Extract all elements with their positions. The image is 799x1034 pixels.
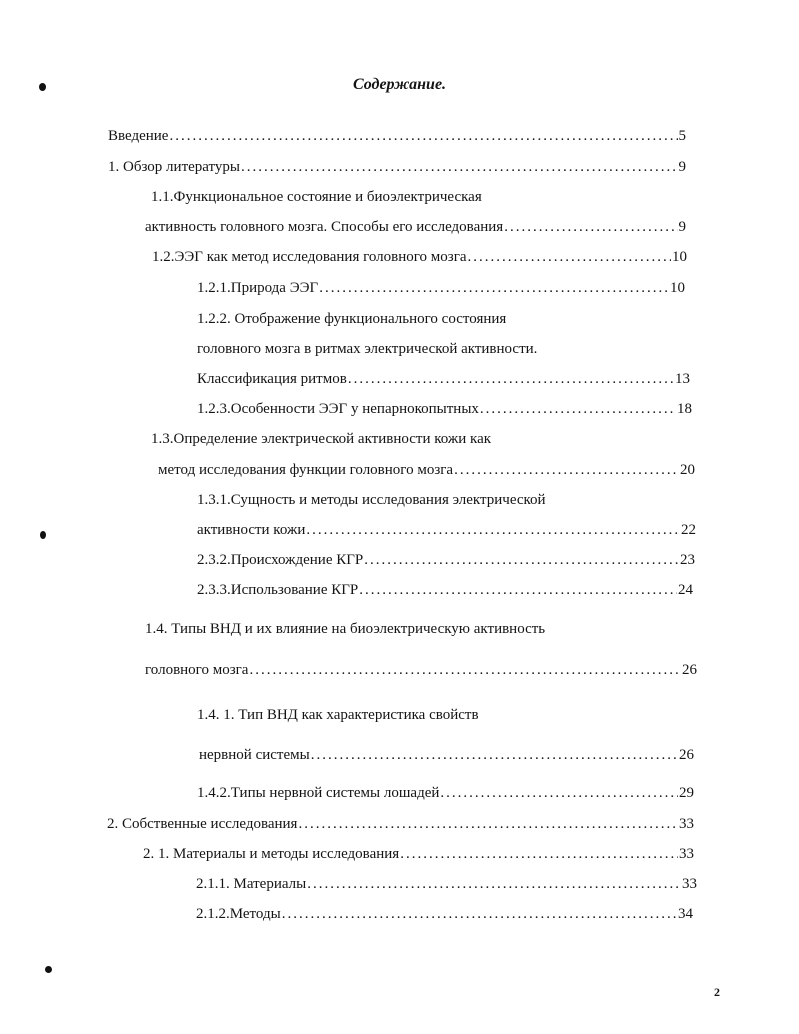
binding-hole-mark-middle <box>40 531 46 539</box>
toc-entry-2-3-3 <box>197 581 693 599</box>
toc-entry-label: 2.1.2.Методы <box>196 906 281 922</box>
dot-leader <box>249 661 681 679</box>
dot-leader <box>169 127 677 145</box>
toc-page-number: 33 <box>682 876 697 892</box>
toc-page-number: 29 <box>679 785 694 801</box>
dot-leader <box>364 551 679 569</box>
toc-entry-1-2-1 <box>197 279 685 297</box>
toc-page-number: 20 <box>680 462 695 478</box>
dot-leader <box>480 400 676 418</box>
toc-entry-label: 2. 1. Материалы и методы исследования <box>143 846 400 862</box>
toc-page-number: 23 <box>680 552 695 568</box>
toc-entry-label: 2. Собственные исследования <box>107 816 298 832</box>
dot-leader <box>241 158 678 176</box>
toc-page-number: 18 <box>677 401 692 417</box>
dot-leader <box>504 218 677 236</box>
dot-leader <box>400 845 678 863</box>
toc-page-number: 13 <box>675 371 690 387</box>
toc-page-number: 10 <box>672 249 687 265</box>
toc-page-number: 33 <box>679 846 694 862</box>
toc-entry-label: 2.3.2.Происхождение КГР <box>197 552 364 568</box>
toc-page-number: 34 <box>678 906 693 922</box>
toc-entry-chapter-2 <box>107 815 694 833</box>
dot-leader <box>454 461 679 479</box>
toc-entry-label: 1.2.3.Особенности ЭЭГ у непарнокопытных <box>197 401 479 417</box>
dot-leader <box>311 746 678 764</box>
toc-entry-label: активность головного мозга. Способы его исследования <box>145 219 504 235</box>
dot-leader <box>468 248 671 266</box>
toc-entry-1-2-2-line2: головного мозга в ритмах электрической активности. <box>197 341 538 357</box>
toc-entry-label: Введение <box>108 128 169 144</box>
toc-page-number: 10 <box>670 280 685 296</box>
page-number: 2 <box>714 985 720 999</box>
toc-entry-1-3-line1: 1.3.Определение электрической активности кожи как <box>151 431 492 447</box>
toc-page-number: 5 <box>678 128 686 144</box>
toc-entry-2-1-1 <box>196 875 697 893</box>
toc-page-number: 22 <box>681 522 696 538</box>
toc-page-number: 26 <box>679 747 694 763</box>
toc-entry-1-4 <box>145 661 697 679</box>
binding-hole-mark-bottom <box>45 966 52 973</box>
toc-entry-1-3 <box>158 461 695 479</box>
toc-entry-1-1-line1: 1.1.Функциональное состояние и биоэлектрическая <box>151 189 482 205</box>
toc-entry-1-1 <box>145 218 686 236</box>
toc-page-number: 33 <box>679 816 694 832</box>
dot-leader <box>307 875 681 893</box>
toc-entry-1-3-1-line1: 1.3.1.Сущность и методы исследования электрической <box>197 492 546 508</box>
toc-entry-label: головного мозга <box>145 662 249 678</box>
toc-entry-label: метод исследования функции головного мозга <box>158 462 454 478</box>
dot-leader <box>319 279 669 297</box>
toc-entry-2-1-2 <box>196 905 693 923</box>
toc-entry-1-2-3 <box>197 400 692 418</box>
toc-entry-1-4-line1: 1.4. Типы ВНД и их влияние на биоэлектрическую активность <box>145 621 546 637</box>
toc-entry-label: 1. Обзор литературы <box>108 159 240 175</box>
toc-entry-1-4-1-line1: 1.4. 1. Тип ВНД как характеристика свойств <box>197 707 479 723</box>
dot-leader <box>348 370 674 388</box>
dot-leader <box>306 521 680 539</box>
toc-entry-label: нервной системы <box>199 747 310 763</box>
toc-entry-1-2-2-line1: 1.2.2. Отображение функционального состояния <box>197 311 507 327</box>
dot-leader <box>359 581 677 599</box>
toc-entry-label: 2.1.1. Материалы <box>196 876 307 892</box>
dot-leader <box>282 905 677 923</box>
toc-page-number: 9 <box>678 219 686 235</box>
toc-entry-1-2 <box>152 248 687 266</box>
toc-entry-label: активности кожи <box>197 522 306 538</box>
page-title: Содержание. <box>352 76 447 93</box>
toc-entry-1-3-1 <box>197 521 696 539</box>
dot-leader <box>440 784 678 802</box>
toc-page-number: 9 <box>678 159 686 175</box>
toc-entry-label: 2.3.3.Использование КГР <box>197 582 359 598</box>
toc-page-number: 24 <box>678 582 693 598</box>
toc-entry-label: 1.2.ЭЭГ как метод исследования головного мозга <box>152 249 467 265</box>
toc-page-number: 26 <box>682 662 697 678</box>
toc-entry-1-2-2 <box>197 370 690 388</box>
toc-entry-1-4-2 <box>197 784 694 802</box>
dot-leader <box>298 815 678 833</box>
toc-entry-label: 1.4.2.Типы нервной системы лошадей <box>197 785 440 801</box>
toc-entry-label: Классификация ритмов <box>197 371 347 387</box>
toc-entry-1-4-1 <box>199 746 694 764</box>
toc-entry-label: 1.2.1.Природа ЭЭГ <box>197 280 319 296</box>
toc-entry-2-3-2 <box>197 551 695 569</box>
toc-entry-2-1 <box>143 845 694 863</box>
toc-entry-intro <box>108 127 686 145</box>
toc-entry-chapter-1 <box>108 158 686 176</box>
